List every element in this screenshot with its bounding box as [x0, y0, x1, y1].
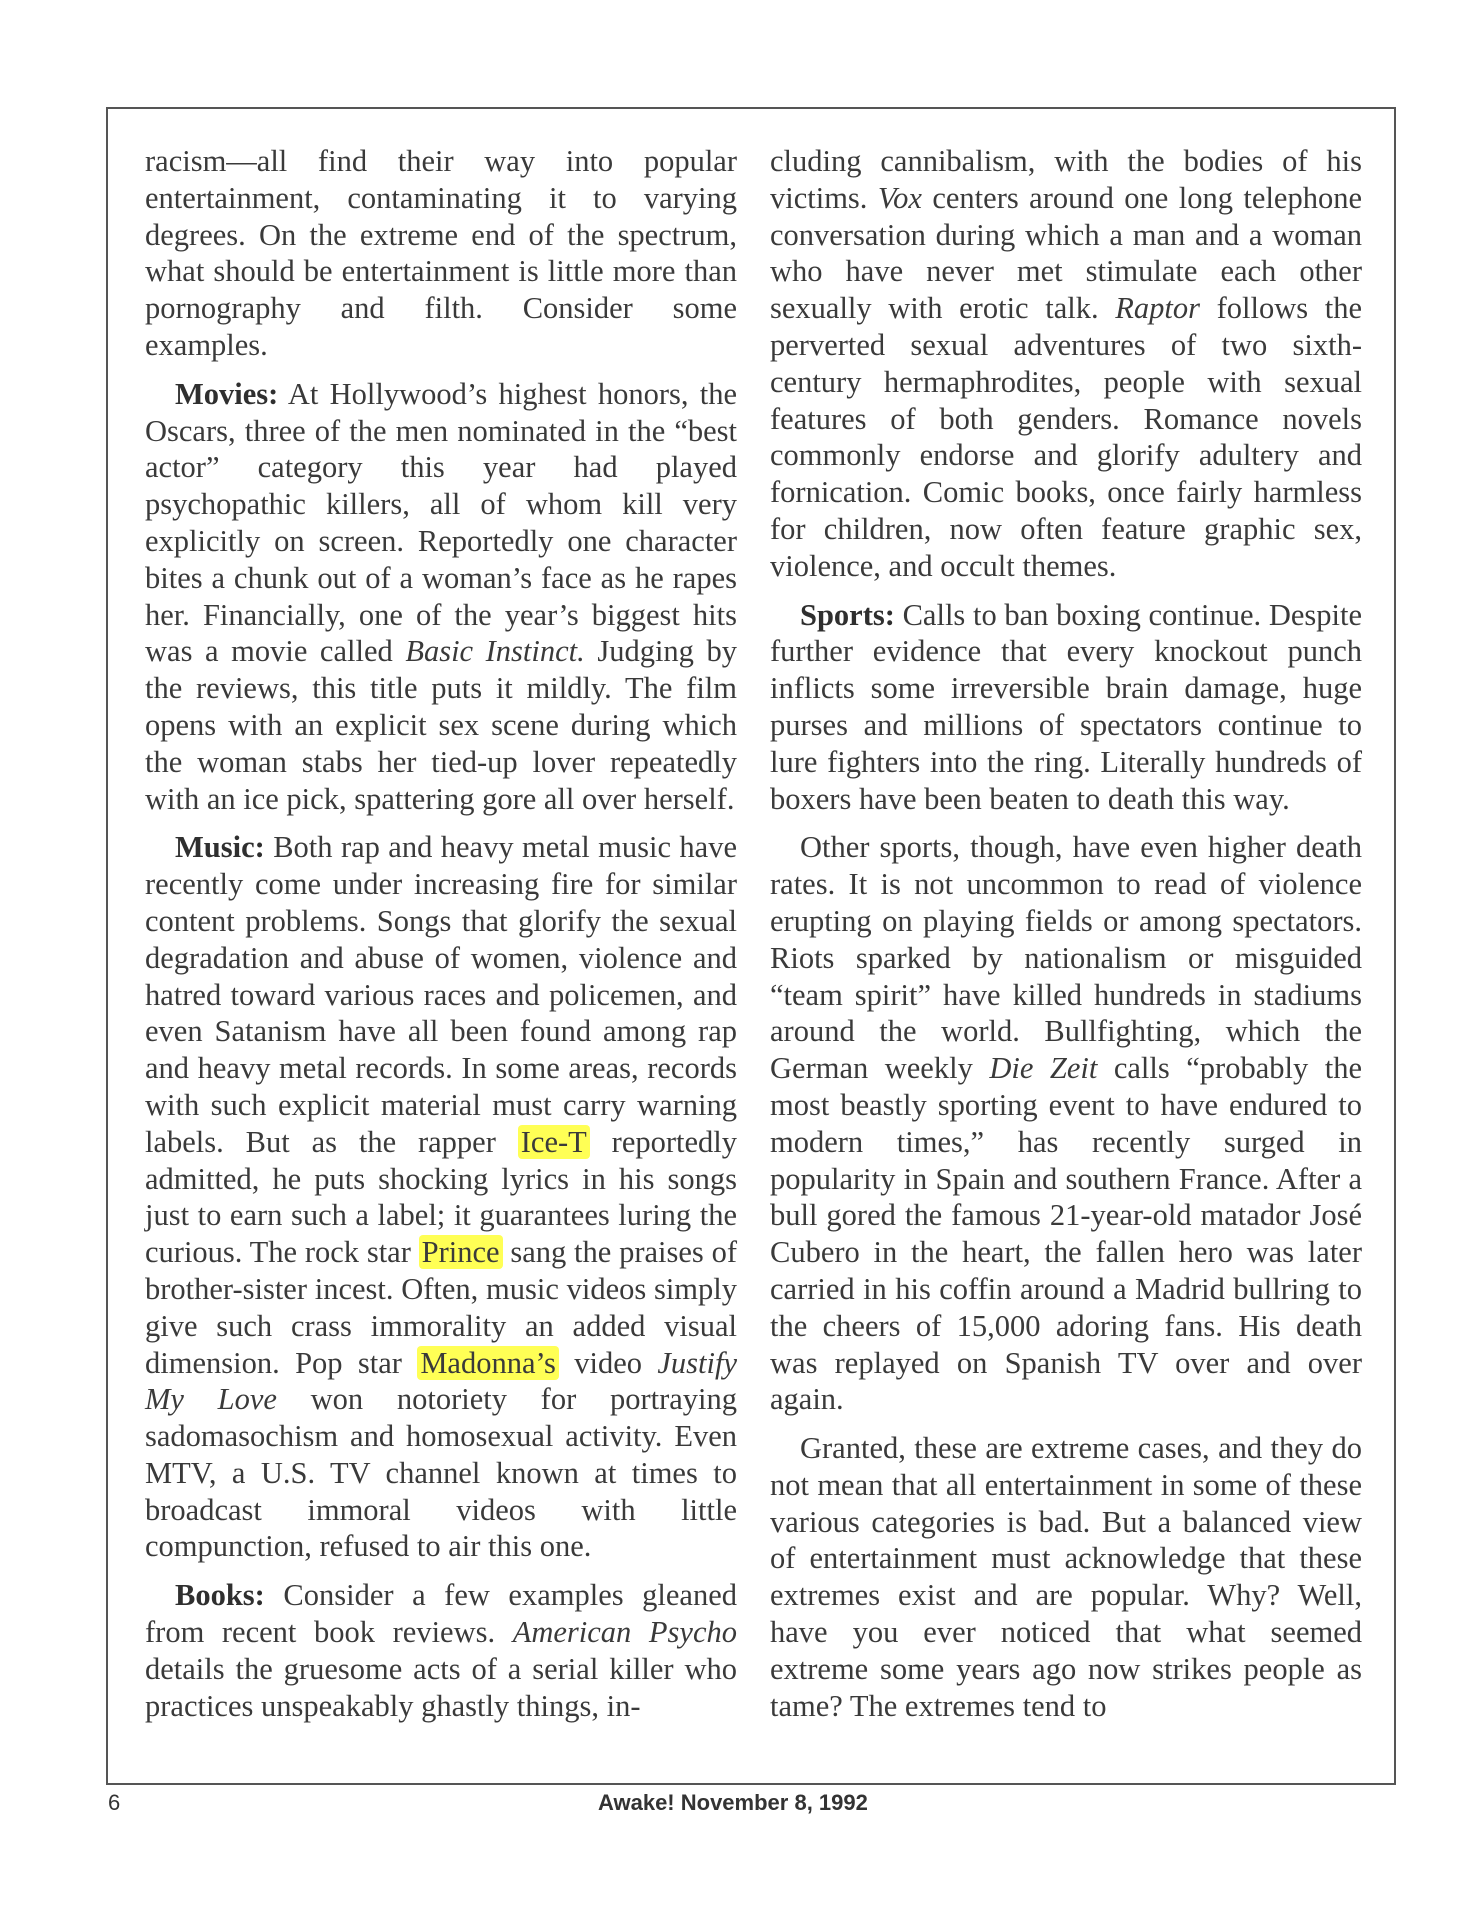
intro-text: racism—all find their way into popular entertainment, contaminating it to varying degrees. On the extreme end of the spectrum, what should be entertainment is little more than pornography and filth. Consider some examples.	[145, 144, 737, 362]
books-text-cont: details the gruesome acts of a serial killer who practices unspeakably ghastly things, in-	[145, 1651, 737, 1723]
page-number: 6	[108, 1790, 121, 1815]
book-title-american-psycho: American Psycho	[512, 1615, 737, 1650]
books-cont-text-3: follows the perverted sexual adventures of two sixth-century hermaphrodites, people with sexual features of both genders. Romance novels commonly endorse and glorify adultery and fornication. Comic books, once fairly harmless for children, now often feature graphic sex, violence, and occult themes.	[770, 291, 1362, 583]
right-column	[770, 143, 1362, 1736]
music-text-5: won notoriety for portraying sadomasochism and homosexual activity. Even MTV, a U.S. TV channel known at times to broadcast immoral videos with little compunction, refused to air this one.	[145, 1382, 737, 1564]
sports-heading: Sports:	[800, 597, 895, 632]
sports-text: Calls to ban boxing continue. Despite further evidence that every knockout punch inflicts some irreversible brain damage, huge purses and millions of spectators continue to lure fighters into the ring. Literally hundreds of boxers have been beaten to death this way.	[770, 597, 1362, 816]
books-continued-paragraph	[770, 143, 1362, 585]
highlight-madonna: Madonna’s	[417, 1346, 559, 1380]
highlight-ice-t: Ice-T	[518, 1125, 590, 1159]
sports-paragraph	[770, 597, 1362, 818]
granted-paragraph	[770, 1430, 1362, 1724]
granted-text: Granted, these are extreme cases, and they do not mean that all entertainment in some of these various categories is bad. But a balanced view of entertainment must acknowledge that these extremes exist and are popular. Why? Well, have you ever noticed that what seemed extreme some years ago now strikes people as tame? The extremes tend to	[770, 1431, 1362, 1723]
music-text-2: reportedly admitted, he puts shocking lyrics in his songs just to earn such a label; it guarantees luring the curious. The rock star	[145, 1124, 738, 1270]
other-sports-paragraph	[770, 829, 1362, 1418]
other-sports-text: Other sports, though, have even higher death rates. It is not uncommon to read of violence erupting on playing fields or among spectators. Riots sparked by nationalism or misguided “team spirit” have killed hundreds in stadiums around the world. Bullfighting, which the German weekly	[770, 830, 1362, 1086]
video-title-justify-my-love: Justify My Love	[145, 1345, 737, 1417]
books-cont-text: cluding cannibalism, with the bodies of his victims.	[770, 144, 1362, 215]
books-heading: Books:	[175, 1578, 265, 1613]
movie-title-basic-instinct: Basic Instinct.	[405, 634, 585, 669]
page-footer	[0, 1790, 1476, 1830]
left-column	[145, 143, 737, 1736]
books-cont-text-2: centers around one long telephone conversation during which a man and a woman who have never met stimulate each other sexually with erotic talk.	[770, 180, 1362, 326]
movies-text-cont: Judging by the reviews, this title puts it mildly. The film opens with an explicit sex scene during which the woman stabs her tied-up lover repeatedly with an ice pick, spattering gore all over herself.	[145, 634, 738, 816]
movies-paragraph	[145, 376, 737, 818]
intro-paragraph	[145, 143, 737, 364]
book-title-raptor: Raptor	[1115, 291, 1200, 326]
publication-line: Awake! November 8, 1992	[598, 1790, 868, 1815]
music-text: Both rap and heavy metal music have recently come under increasing fire for similar content problems. Songs that glorify the sexual degradation and abuse of women, violence and hatred toward various races and policemen, and even Satanism have all been found among rap and heavy metal records. In some areas, records with such explicit material must carry warning labels. But as the rapper	[145, 830, 737, 1159]
books-paragraph	[145, 1577, 737, 1724]
highlight-prince: Prince	[419, 1235, 503, 1269]
movies-text: At Hollywood’s highest honors, the Oscars, three of the men nominated in the “best actor” category this year had played psychopathic killers, all of whom kill very explicitly on screen. Reportedly one character bites a chunk out of a woman’s face as he rapes her. Financially, one of the year’s biggest hits was a movie called	[145, 376, 737, 669]
other-sports-text-2: calls “probably the most beastly sporting event to have endured to modern times,” has recently surged in popularity in Spain and southern France. After a bull gored the famous 21-year-old matador José Cubero in the heart, the fallen hero was later carried in his coffin around a Madrid bullring to the cheers of 15,000 adoring fans. His death was replayed on Spanish TV over and over again.	[770, 1051, 1362, 1417]
movies-heading: Movies:	[175, 376, 279, 411]
book-title-vox: Vox	[877, 180, 922, 215]
music-paragraph	[145, 829, 737, 1565]
magazine-title-die-zeit: Die Zeit	[989, 1051, 1098, 1086]
music-text-3: sang the praises of brother-sister incest. Often, music videos simply give such crass immorality an added visual dimension. Pop star	[145, 1235, 737, 1380]
music-text-4: video	[558, 1345, 658, 1380]
books-text: Consider a few examples gleaned from recent book reviews.	[145, 1578, 737, 1650]
music-heading: Music:	[175, 830, 265, 865]
